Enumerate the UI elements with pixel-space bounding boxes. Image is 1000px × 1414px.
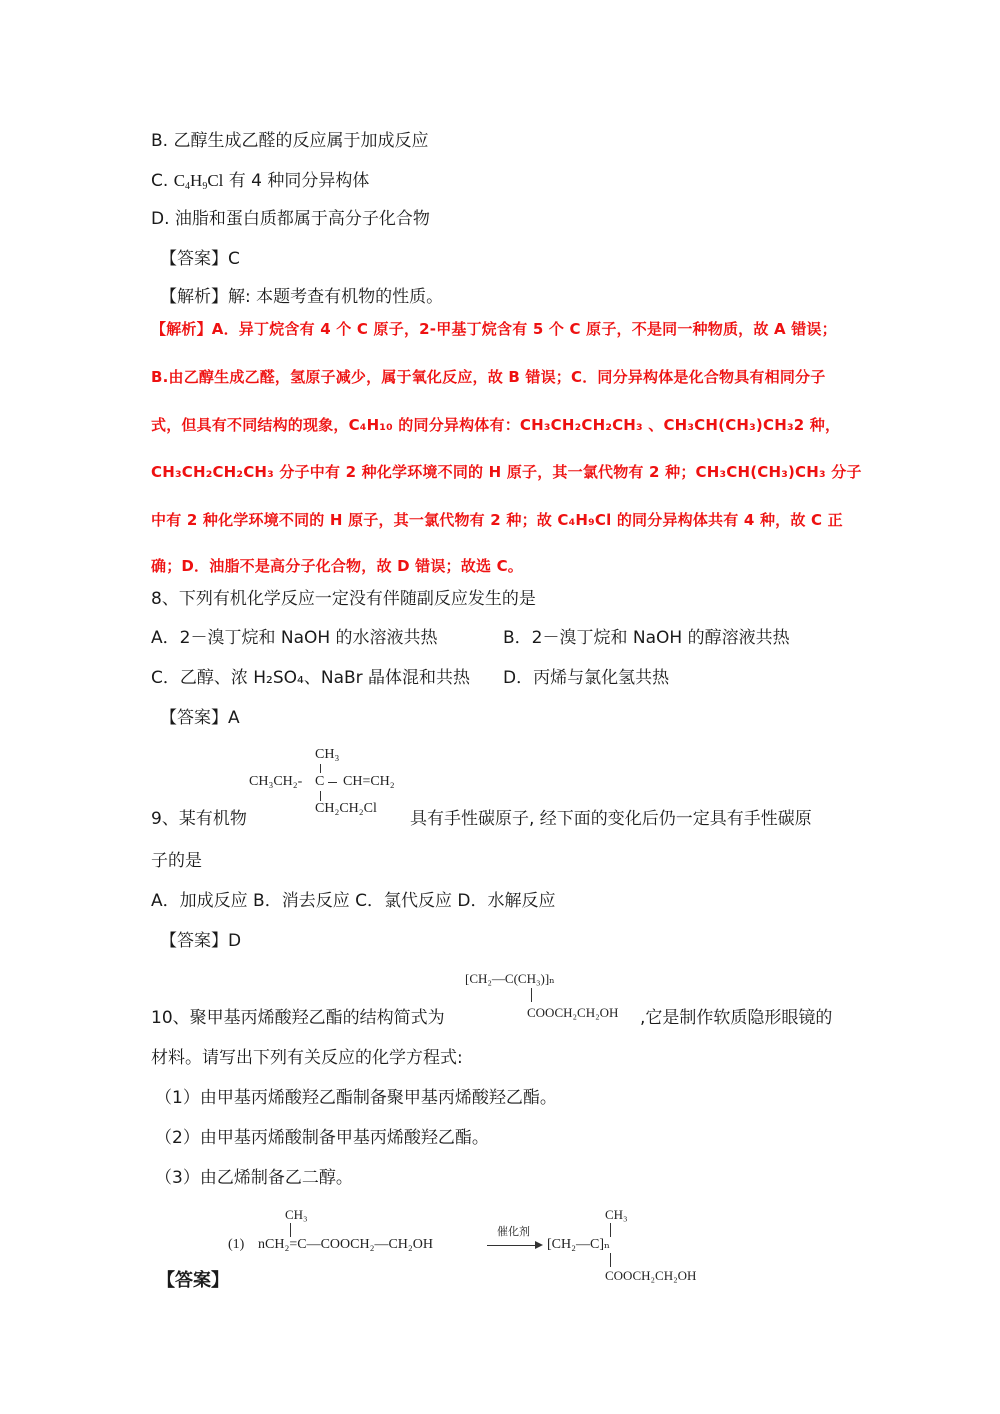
formula-cl: Cl <box>207 171 224 190</box>
q10-stem-cont: 材料。请写出下列有关反应的化学方程式: <box>151 1048 463 1068</box>
q9-bond-top <box>320 764 321 773</box>
q8-option-b: B．2－溴丁烷和 NaOH 的醇溶液共热 <box>503 628 790 648</box>
formula-c: C <box>173 171 186 190</box>
q9-struct-bottom: CH₂CH₂Cl <box>315 801 377 816</box>
q10-answer-label: 【答案】 <box>157 1270 229 1291</box>
q9-answer: 【答案】D <box>160 931 242 951</box>
q7-option-d: D. 油脂和蛋白质都属于高分子化合物 <box>151 209 430 229</box>
q10-sub-question-3: （3）由乙烯制备乙二醇。 <box>155 1168 353 1188</box>
q8-options-row-2 <box>151 667 670 689</box>
q8-option-a: A．2－溴丁烷和 NaOH 的水溶液共热 <box>151 628 438 648</box>
reactant: nCH₂=C—COOCH₂—CH₂OH <box>258 1237 433 1252</box>
product-bond-bottom <box>610 1253 611 1267</box>
q10-stem-suffix: ,它是制作软质隐形眼镜的 <box>640 1008 833 1028</box>
q9-stem-suffix: 具有手性碳原子, 经下面的变化后仍一定具有手性碳原 <box>410 809 812 829</box>
formula-h-sub: 9 <box>202 181 208 192</box>
q7-analysis-red-line-3: 式，但具有不同结构的现象，C₄H₁₀ 的同分异构体有：CH₃CH₂CH₂CH₃ 、CH₃CH(CH₃)CH₃2 种， <box>151 416 841 434</box>
formula-h: H <box>190 171 203 190</box>
q9-options: A．加成反应 B．消去反应 C．氯代反应 D．水解反应 <box>151 891 556 911</box>
catalyst-label: 催化剂 <box>497 1226 530 1238</box>
q7-analysis-red-line-4: CH₃CH₂CH₂CH₃ 分子中有 2 种化学环境不同的 H 原子，其一氯代物有 2 种；CH₃CH(CH₃)CH₃ 分子 <box>151 463 862 481</box>
q7-answer: 【答案】C <box>160 249 240 269</box>
q9-bond-bottom <box>320 791 321 801</box>
q10-polymer-bottom: COOCH₂CH₂OH <box>527 1005 619 1020</box>
reaction-arrow-icon <box>535 1241 543 1249</box>
q7-option-c <box>151 170 369 192</box>
product: [CH₂—C]ₙ <box>547 1237 611 1252</box>
q7-analysis-red-line-5: 中有 2 种化学环境不同的 H 原子，其一氯代物有 2 种；故 C₄H₉Cl 的同分异构体共有 4 种，故 C 正 <box>151 511 843 529</box>
product-ester: COOCH₂CH₂OH <box>605 1268 697 1283</box>
q7-analysis-intro: 【解析】解: 本题考查有机物的性质。 <box>160 287 444 307</box>
q7-analysis-red-line-2: B.由乙醇生成乙醛，氢原子减少，属于氧化反应，故 B 错误；C．同分异构体是化合物具有相同分子 <box>151 368 826 386</box>
q8-options-row-1 <box>151 627 790 649</box>
equation-label: (1) <box>228 1237 245 1252</box>
q9-stem-cont: 子的是 <box>151 851 202 871</box>
product-bond-top <box>610 1223 611 1237</box>
q9-struct-top: CH₃ <box>315 747 340 762</box>
q8-stem: 8、下列有机化学反应一定没有伴随副反应发生的是 <box>151 589 536 609</box>
q10-polymer-top: [CH₂—C(CH₃)]ₙ <box>465 971 555 986</box>
q10-polymer-bond <box>531 988 532 1002</box>
reactant-methyl: CH₃ <box>285 1207 308 1222</box>
q8-option-d: D．丙烯与氯化氢共热 <box>503 668 670 688</box>
formula-c4h9cl <box>174 171 224 190</box>
q9-struct-center: C <box>315 774 325 789</box>
q7-option-c-prefix: C. <box>151 171 174 191</box>
q7-analysis-red-line-1: 【解析】A．异丁烷含有 4 个 C 原子，2-甲基丁烷含有 5 个 C 原子，不是同一种物质，故 A 错误； <box>151 320 837 338</box>
q9-stem-prefix: 9、某有机物 <box>151 809 247 829</box>
q10-sub-question-2: （2）由甲基丙烯酸制备甲基丙烯酸羟乙酯。 <box>155 1128 489 1148</box>
reaction-arrow-shaft <box>487 1245 537 1246</box>
formula-c-sub: 4 <box>185 181 191 192</box>
q8-answer: 【答案】A <box>160 708 240 728</box>
q8-option-c: C．乙醇、浓 H₂SO₄、NaBr 晶体混和共热 <box>151 668 471 688</box>
q9-struct-right: CH=CH₂ <box>343 774 395 789</box>
reactant-bond <box>290 1223 291 1237</box>
q7-option-b: B. 乙醇生成乙醛的反应属于加成反应 <box>151 131 429 151</box>
q9-struct-left: CH₃CH₂- <box>249 774 303 789</box>
q10-stem-prefix: 10、聚甲基丙烯酸羟乙酯的结构简式为 <box>151 1008 445 1028</box>
q10-sub-question-1: （1）由甲基丙烯酸羟乙酯制备聚甲基丙烯酸羟乙酯。 <box>155 1088 557 1108</box>
product-methyl: CH₃ <box>605 1207 628 1222</box>
q7-analysis-red-line-6: 确；D．油脂不是高分子化合物，故 D 错误；故选 C。 <box>151 557 523 575</box>
q7-option-c-suffix: 有 4 种同分异构体 <box>223 171 370 191</box>
q9-bond-right <box>328 782 337 783</box>
